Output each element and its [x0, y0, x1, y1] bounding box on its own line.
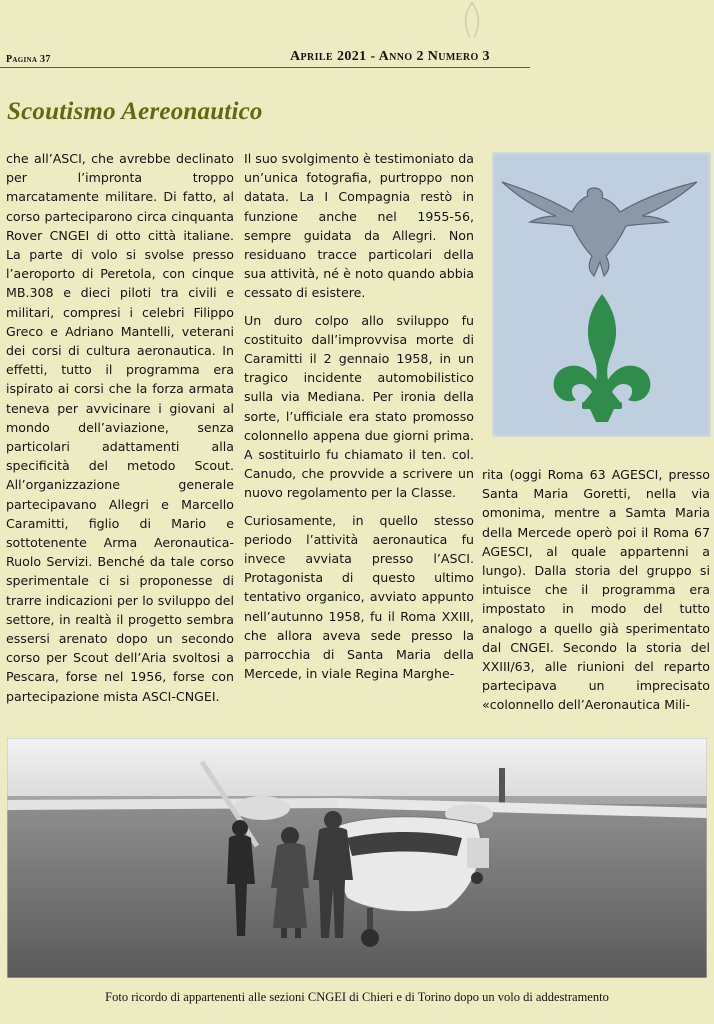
header-divider	[0, 67, 530, 68]
text-column-3	[482, 465, 710, 723]
article-title: Scoutismo Aereonautico	[7, 98, 263, 125]
header-ornament-icon	[448, 0, 496, 40]
paragraph: rita (oggi Roma 63 AGESCI, presso Santa Maria Goretti, nella via omonima, mentre a Samta Maria della Mercede operò poi il Roma 67 AGESCI, al quale appartenni a lungo). Dalla storia del gruppo si intuisce che il programma era impostato in modo del tutto analogo a quello già sperimentato dal CNGEI. Secondo la storia del XXIII/63, alle riunioni del reparto partecipava un imprecisato «colonnello dell’Aeronautica Mili-	[482, 467, 710, 713]
page-number: Pagina 37	[6, 54, 51, 65]
paragraph: Il suo svolgimento è testimoniato da un’unica fotografia, purtroppo non datata. La I Compagnia restò in funzione anche nel 1955-56, sempre guidata da Allegri. Non residuano tracce particolari della sua attività, né è noto quando abbia cessato di esistere.	[244, 151, 474, 301]
text-column-2	[244, 149, 474, 691]
paragraph: Curiosamente, in quello stesso periodo l’attività aeronautica fu invece avviata presso l’ASCI. Protagonista di questo ultimo tentativo organico, avviato appunto nell’autunno 1958, fu il Roma XXIII, che allora aveva sede presso la parrocchia di Santa Maria della Mercede, in viale Regina Marghe-	[244, 512, 474, 682]
paragraph: che all’ASCI, che avrebbe declinato per l’impronta troppo marcatamente militare. Di fatto, al corso parteciparono circa cinquanta Rover CNGEI di otto città italiane. La parte di volo si svolse presso l’aeroporto di Peretola, con cinque MB.308 e dieci piloti tra civili e militari, compresi i celebri Filippo Greco e Adriano Mantelli, veterani dei corsi di cultura aeronautica. In effetti, tutto il programma era ispirato ai corsi che la forza armata teneva per avvicinare i giovani al mondo dell’aviazione, senza particolari adattamenti alla specificità del metodo Scout. All’organizzazione generale partecipavano Allegri e Marcello Caramitti, figlio di Mario e sottotenente Arma Aeronautica-Ruolo Servizi. Benché da tale corso sperimentale ci si proponesse di trarre indicazioni per lo sviluppo del settore, in realtà il progetto sembra essersi arenato dopo un secondo corso per Scout dell’Aria svoltosi a Pescara, forse nel 1956, forse con partecipazione mista ASCI-CNGEI.	[6, 151, 234, 704]
airplane-group-photo	[7, 738, 707, 978]
photo-caption: Foto ricordo di appartenenti alle sezioni CNGEI di Chieri e di Torino dopo un volo di addestramento	[105, 990, 609, 1004]
paragraph: Un duro colpo allo sviluppo fu costituito dall’improvvisa morte di Caramitti il 2 gennaio 1958, in un tragico incidente automobilistico sulla via Mediana. Per ironia della sorte, l’ufficiale era stato promosso colonnello appena due giorni prima. A sostituirlo fu chiamato il ten. col. Canudo, che provvide a scrivere un nuovo regolamento per la Classe.	[244, 312, 474, 501]
issue-info: Aprile 2021 - Anno 2 Numero 3	[290, 49, 490, 64]
scout-flag-image	[492, 152, 711, 437]
text-column-1	[6, 149, 234, 714]
